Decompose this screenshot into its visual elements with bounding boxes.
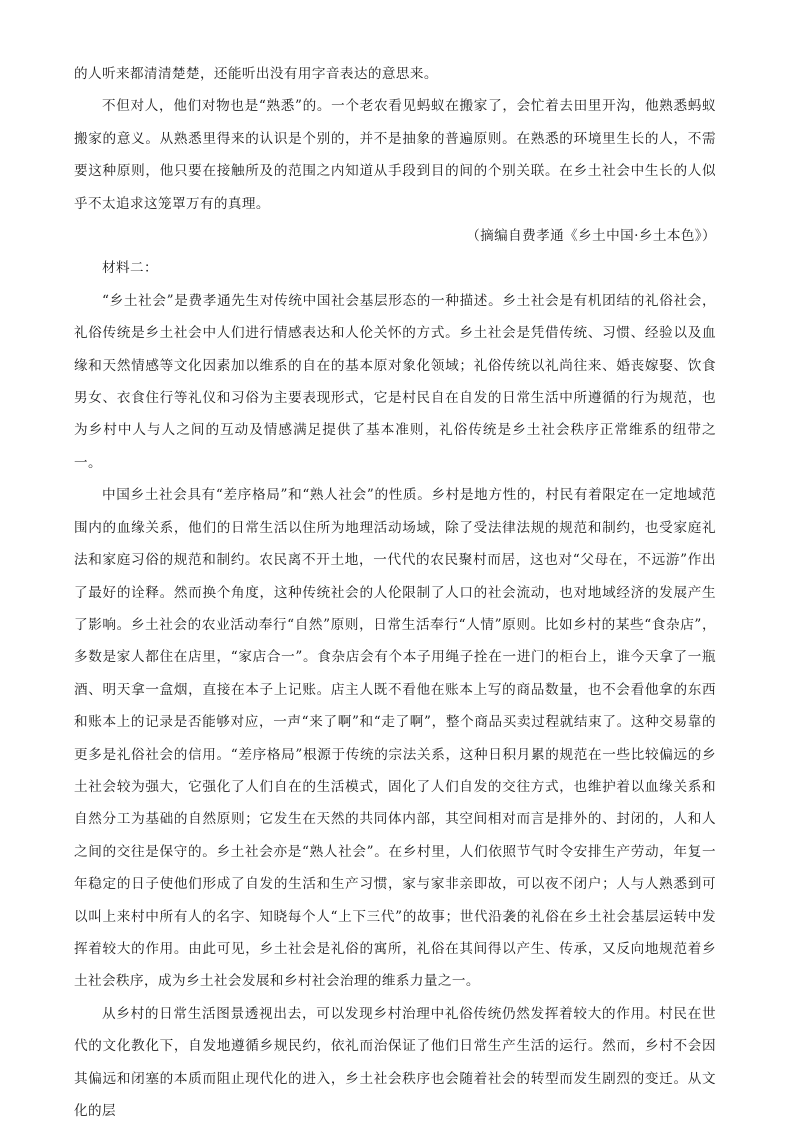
differential-pattern-paragraph: 中国乡土社会具有“差序格局”和“熟人社会”的性质。乡村是地方性的，村民有着限定在一定地域范围内的血缘关系，他们的日常生活以住所为地理活动场域，除了受法律法规的规范和制约，也受家庭礼法和家庭习俗的规范和制约。农民离不开土地，一代代的农民聚村而居，这也对“父母在，不远游”作出了最好的诠释。然而换个角度，这种传统社会的人伦限制了人口的社会流动，也对地域经济的发展产生了影响。乡土社会的农业活动奉行“自然”原则，日常生活奉行“人情”原则。比如乡村的某些“食杂店”，多数是家人都住在店里，“家店合一”。食杂店会有个本子用绳子拴在一进门的柜台上，谁今天拿了一瓶酒、明天拿一盒烟，直接在本子上记账。店主人既不看他在账本上写的商品数量，也不会看他拿的东西和账本上的记录是否能够对应，一声“来了啊”和“走了啊”，整个商品买卖过程就结束了。这种交易靠的更多是礼俗社会的信用。“差序格局”根源于传统的宗法关系，这种日积月累的规范在一些比较偏远的乡土社会较为强大，它强化了人们自在的生活模式，固化了人们自发的交往方式，也维护着以血缘关系和自然分工为基础的自然原则；它发生在天然的共同体内部，其空间相对而言是排外的、封闭的，人和人之间的交往是保守的。乡土社会亦是“熟人社会”。在乡村里，人们依照节气时令安排生产劳动，年复一年稳定的日子使他们形成了自发的生活和生产习惯，家与家非亲即故，可以夜不闭户；人与人熟悉到可以叫上来村中所有人的名字、知晓每个人“上下三代”的故事；世代沿袭的礼俗在乡土社会基层运转中发挥着较大的作用。由此可见，乡土社会是礼俗的寓所，礼俗在其间得以产生、传承，又反向地规范着乡土社会秩序，成为乡土社会发展和乡村社会治理的维系力量之一。 (74, 487, 716, 990)
rural-society-paragraph: “乡土社会”是费孝通先生对传统中国社会基层形态的一种描述。乡土社会是有机团结的礼俗社会，礼俗传统是乡土社会中人们进行情感表达和人伦关怀的方式。乡土社会是凭借传统、习惯、经验以及血缘和天然情感等文化因素加以维系的自在的基本原对象化领域；礼俗传统以礼尚往来、婚丧嫁娶、饮食男女、衣食住行等礼仪和习俗为主要表现形式，它是村民自在自发的日常生活中所遵循的行为规范，也为乡村中人与人之间的互动及情感满足提供了基本准则，礼俗传统是乡土社会秩序正常维系的纽带之一。 (74, 292, 716, 471)
material-two-heading: 材料二： (102, 260, 158, 277)
continuation-paragraph: 的人听来都清清楚楚，还能听出没有用字音表达的意思来。 (74, 66, 438, 82)
source-citation: （摘编自费孝通《乡土中国·乡土本色》） (466, 228, 716, 245)
document-body (74, 58, 716, 1127)
village-governance-paragraph: 从乡村的日常生活图景透视出去，可以发现乡村治理中礼俗传统仍然发挥着较大的作用。村民在世代的文化教化下，自发地遵循乡规民约，依礼而治保证了他们日常生产生活的运行。然而，乡村不会因其偏远和闭塞的本质而阻止现代化的进入，乡土社会秩序也会随着社会的转型而发生剧烈的变迁。从文化的层 (74, 1005, 716, 1119)
familiarity-paragraph: 不但对人，他们对物也是“熟悉”的。一个老农看见蚂蚁在搬家了，会忙着去田里开沟，他熟悉蚂蚁搬家的意义。从熟悉里得来的认识是个别的，并不是抽象的普遍原则。在熟悉的环境里生长的人，不需要这种原则，他只要在接触所及的范围之内知道从手段到目的间的个别关联。在乡土社会中生长的人似乎不太追求这笼罩万有的真理。 (74, 98, 716, 212)
